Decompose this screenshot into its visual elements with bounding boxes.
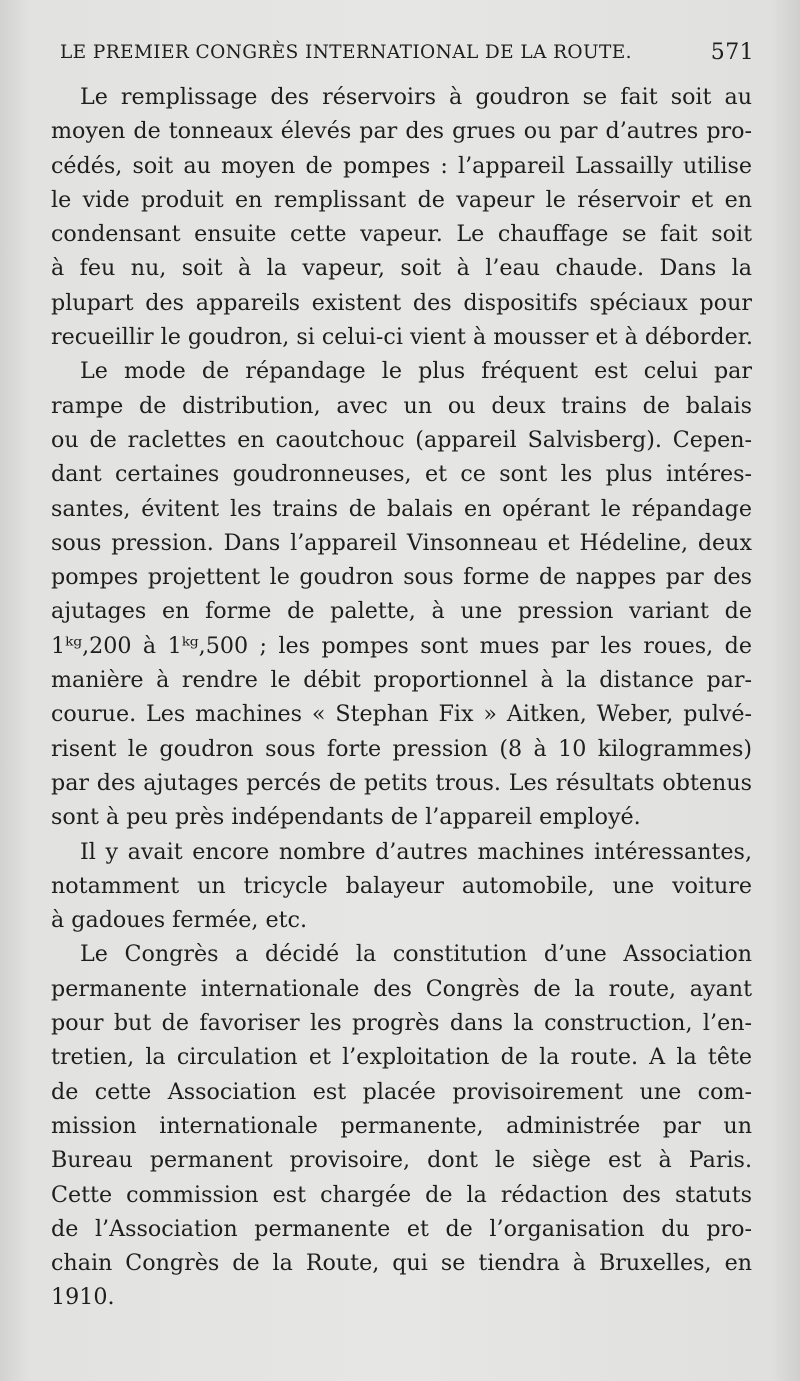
text-line: chain Congrès de la Route, qui se tiendra à Bruxelles, en	[51, 1250, 752, 1277]
text-line: de cette Association est placée provisoirement une com-	[51, 1078, 752, 1105]
text-line: santes, évitent les trains de balais en opérant le répandage	[51, 495, 752, 522]
paragraph	[51, 354, 752, 834]
text-line: notamment un tricycle balayeur automobile, une voiture	[51, 872, 752, 899]
text-line: Le mode de répandage le plus fréquent est celui par	[80, 358, 752, 385]
text-line: par des ajutages percés de petits trous. Les résultats obtenus	[51, 769, 752, 796]
text-line: Le remplissage des réservoirs à goudron se fait soit au	[80, 84, 752, 110]
text-line: dant certaines goudronneuses, et ce sont les plus intéres-	[51, 461, 752, 488]
text-line: cédés, soit au moyen de pompes : l’appareil Lassailly utilise	[51, 152, 752, 179]
text-line: Le Congrès a décidé la constitution d’une Association	[80, 941, 752, 968]
text-line: plupart des appareils existent des dispositifs spéciaux pour	[51, 289, 752, 316]
running-head	[60, 42, 754, 72]
text-line: mission internationale permanente, administrée par un	[51, 1112, 752, 1139]
text-line: ajutages en forme de palette, à une pression variant de	[51, 598, 752, 625]
page-number: 571	[710, 40, 754, 65]
text-line: courue. Les machines « Stephan Fix » Aitken, Weber, pulvé-	[51, 701, 752, 728]
text-line: Il y avait encore nombre d’autres machines intéressantes,	[80, 838, 752, 865]
paragraph	[51, 835, 752, 938]
text-line: 1910.	[51, 1284, 115, 1311]
text-line: risent le goudron sous forte pression (8 à 10 kilogrammes)	[51, 735, 752, 762]
text-line: Bureau permanent provisoire, dont le siège est à Paris.	[51, 1147, 752, 1174]
text-line: moyen de tonneaux élevés par des grues ou par d’autres pro-	[51, 118, 752, 145]
text-line: rampe de distribution, avec un ou deux trains de balais	[51, 392, 752, 419]
text-line: condensant ensuite cette vapeur. Le chauffage se fait soit	[51, 221, 752, 248]
text-line: à gadoues fermée, etc.	[51, 907, 308, 934]
running-title: LE PREMIER CONGRÈS INTERNATIONAL DE LA ROUTE.	[60, 42, 632, 63]
text-line: sous pression. Dans l’appareil Vinsonneau et Hédeline, deux	[51, 529, 752, 556]
body-text	[51, 80, 752, 1315]
text-line: sont à peu près indépendants de l’appareil employé.	[51, 804, 641, 831]
text-line: pompes projettent le goudron sous forme de nappes par des	[51, 564, 752, 591]
text-line: 1ᵏᵍ,200 à 1ᵏᵍ,500 ; les pompes sont mues par les roues, de	[51, 632, 752, 659]
text-line: ou de raclettes en caoutchouc (appareil Salvisberg). Cepen-	[51, 426, 752, 453]
text-line: permanente internationale des Congrès de la route, ayant	[51, 975, 752, 1002]
text-line: recueillir le goudron, si celui-ci vient à mousser et à déborder.	[51, 324, 753, 351]
text-line: de l’Association permanente et de l’organisation du pro-	[51, 1215, 752, 1242]
paragraph	[51, 80, 752, 354]
text-line: manière à rendre le débit proportionnel à la distance par-	[51, 667, 752, 694]
paragraph	[51, 937, 752, 1314]
text-line: à feu nu, soit à la vapeur, soit à l’eau chaude. Dans la	[51, 255, 752, 282]
text-line: tretien, la circulation et l’exploitation de la route. A la tête	[51, 1044, 752, 1071]
text-line: Cette commission est chargée de la rédaction des statuts	[51, 1181, 752, 1208]
text-line: pour but de favoriser les progrès dans la construction, l’en-	[51, 1010, 752, 1037]
text-line: le vide produit en remplissant de vapeur le réservoir et en	[51, 186, 752, 213]
